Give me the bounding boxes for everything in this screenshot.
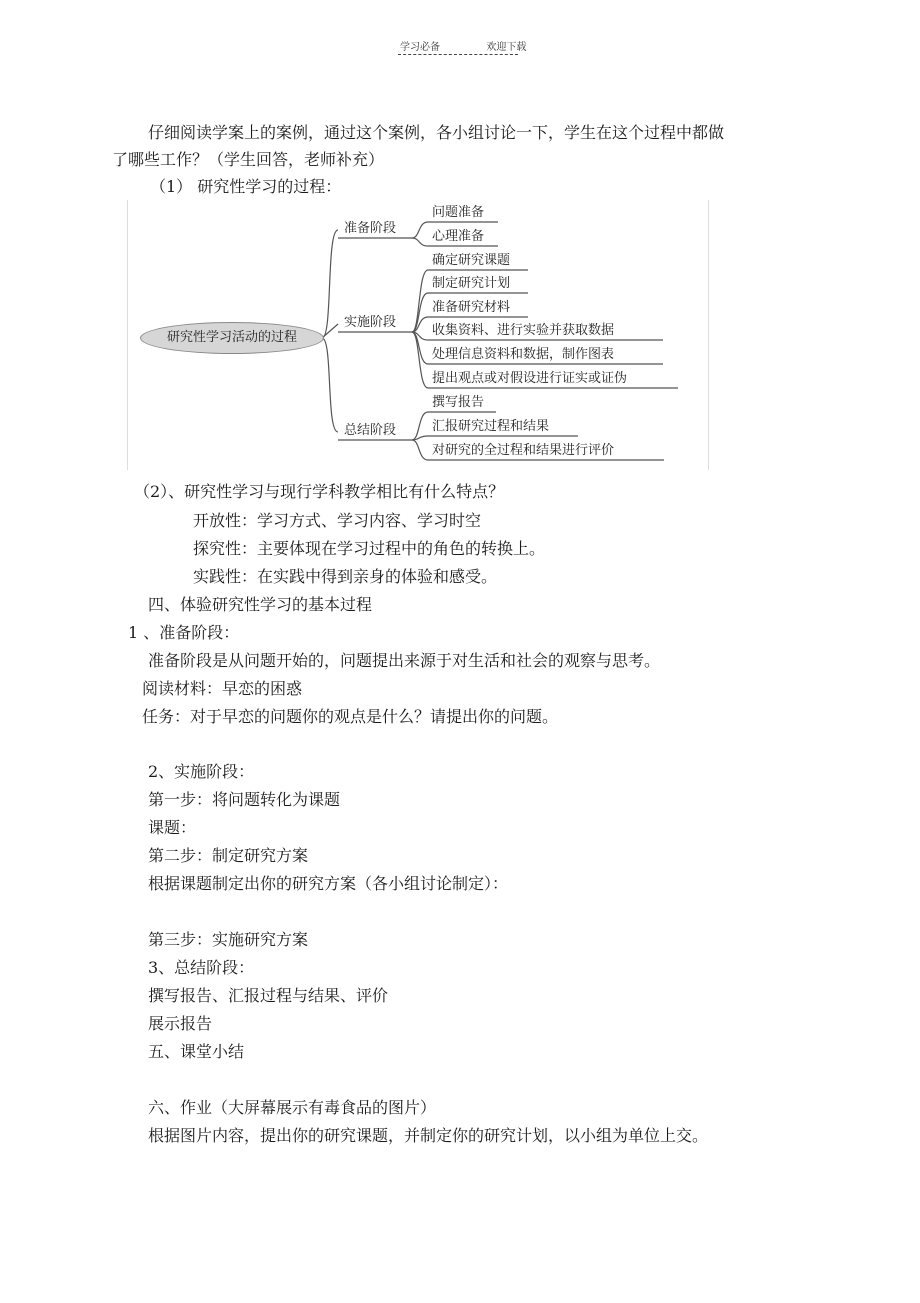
step2-line-1: 第一步：将问题转化为课题 bbox=[148, 790, 341, 809]
step1-line-2: 阅读材料：早恋的困惑 bbox=[142, 679, 303, 698]
step2-line-3: 第二步：制定研究方案 bbox=[148, 846, 309, 865]
part4-title: 四、体验研究性学习的基本过程 bbox=[148, 595, 373, 614]
intro-line-2: 了哪些工作？（学生回答，老师补充） bbox=[112, 150, 385, 169]
step2-line-last: 第三步：实施研究方案 bbox=[148, 930, 309, 949]
step2-line-2: 课题： bbox=[148, 818, 197, 837]
step3-line-1: 撰写报告、汇报过程与结果、评价 bbox=[148, 986, 389, 1005]
summary-item-3: 对研究的全过程和结果进行评价 bbox=[432, 443, 615, 458]
header-left: 学习必备 bbox=[400, 42, 440, 53]
step2-line-4: 根据课题制定出你的研究方案（各小组讨论制定）： bbox=[148, 874, 509, 893]
step1-line-3: 任务：对于早恋的问题你的观点是什么？请提出你的问题。 bbox=[142, 707, 559, 726]
mind-map-root: 研究性学习活动的过程 bbox=[140, 322, 324, 354]
branch-impl-label: 实施阶段 bbox=[344, 315, 397, 330]
branch-prep-label: 准备阶段 bbox=[344, 221, 397, 236]
branch-summary-label: 总结阶段 bbox=[344, 423, 397, 438]
feature-openness: 开放性：学习方式、学习内容、学习时空 bbox=[193, 511, 482, 530]
process-mind-map bbox=[127, 200, 709, 470]
connector-root-impl bbox=[322, 324, 338, 338]
impl-item-3: 准备研究材料 bbox=[432, 300, 511, 315]
step1-title: 1 、准备阶段： bbox=[128, 623, 240, 642]
impl-item-4: 收集资料、进行实验并获取数据 bbox=[432, 323, 615, 338]
impl-item-1: 确定研究课题 bbox=[432, 253, 511, 268]
feature-practice: 实践性：在实践中得到亲身的体验和感受。 bbox=[193, 567, 498, 586]
header-divider bbox=[398, 54, 518, 55]
step1-line-1: 准备阶段是从问题开始的，问题提出来源于对生活和社会的观察与思考。 bbox=[148, 651, 661, 670]
part6-line: 根据图片内容，提出你的研究课题，并制定你的研究计划，以小组为单位上交。 bbox=[148, 1126, 709, 1145]
connector-root-summary bbox=[322, 338, 338, 432]
prep-item-1: 问题准备 bbox=[432, 205, 485, 220]
step3-line-2: 展示报告 bbox=[148, 1014, 213, 1033]
part5-title: 五、课堂小结 bbox=[148, 1042, 245, 1061]
impl-item-5: 处理信息资料和数据，制作图表 bbox=[432, 347, 615, 362]
summary-item-2: 汇报研究过程和结果 bbox=[432, 419, 550, 434]
intro-line-1: 仔细阅读学案上的案例，通过这个案例，各小组讨论一下，学生在这个过程中都做 bbox=[148, 123, 725, 142]
step2-title: 2、实施阶段： bbox=[148, 762, 255, 781]
connector-root-prep bbox=[322, 230, 338, 338]
page-header bbox=[400, 38, 526, 53]
section1-title: （1） 研究性学习的过程： bbox=[150, 177, 342, 196]
section2-title: （2）、研究性学习与现行学科教学相比有什么特点？ bbox=[134, 482, 505, 501]
step3-title: 3、总结阶段： bbox=[148, 958, 255, 977]
feature-inquiry: 探究性：主要体现在学习过程中的角色的转换上。 bbox=[193, 539, 546, 558]
impl-item-2: 制定研究计划 bbox=[432, 276, 511, 291]
part6-title: 六、作业（大屏幕展示有毒食品的图片） bbox=[148, 1098, 437, 1117]
prep-item-2: 心理准备 bbox=[432, 229, 485, 244]
impl-item-6: 提出观点或对假设进行证实或证伪 bbox=[432, 371, 628, 386]
summary-item-1: 撰写报告 bbox=[432, 395, 485, 410]
header-right: 欢迎下载 bbox=[486, 42, 527, 53]
